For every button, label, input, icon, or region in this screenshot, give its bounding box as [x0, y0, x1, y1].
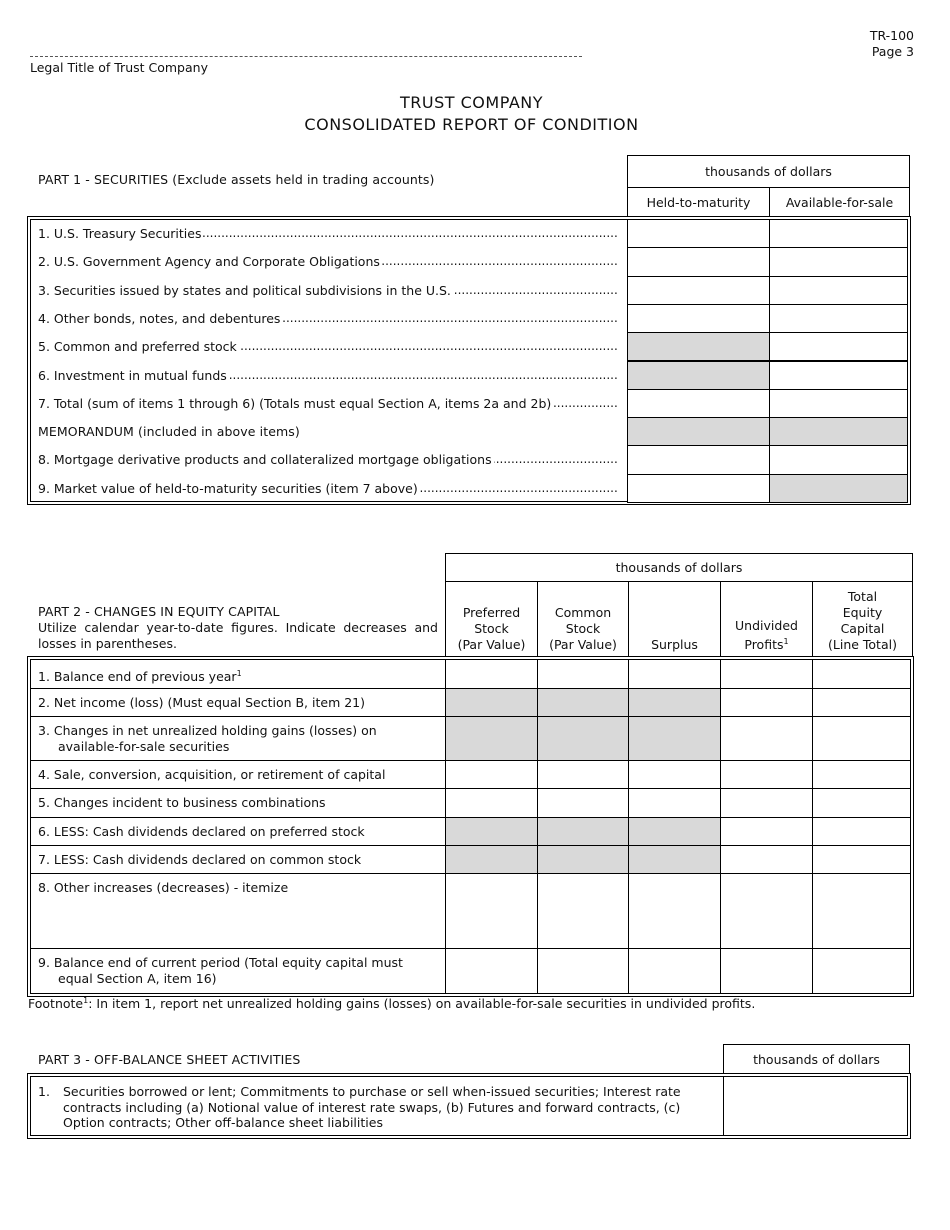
part2-col-common: Common Stock (Par Value): [549, 605, 617, 652]
part2-undivided-input[interactable]: [720, 688, 813, 717]
part2-total-input[interactable]: [812, 788, 911, 818]
part2-common-input[interactable]: [537, 659, 629, 689]
part1-row-label: 4. Other bonds, notes, and debentures .....: [38, 311, 618, 327]
part1-row-label: MEMORANDUM (included in above items): [38, 424, 300, 440]
page-title: TRUST COMPANY: [400, 93, 543, 112]
part2-undivided-input[interactable]: [720, 873, 813, 949]
part2-total-input[interactable]: [812, 659, 911, 689]
part2-title: PART 2 - CHANGES IN EQUITY CAPITAL: [38, 604, 280, 619]
part2-surplus-input: [628, 688, 721, 717]
part2-preferred-input[interactable]: [445, 760, 538, 789]
part2-row-label: 5. Changes incident to business combinations: [38, 795, 326, 810]
part1-row-label: 9. Market value of held-to-maturity securities (item 7 above) .....: [38, 481, 618, 497]
part2-col-undivided: Undivided Profits$^1$: [735, 617, 798, 652]
part1-afs-input[interactable]: [769, 247, 908, 276]
part2-footnote: Footnote$^1$: In item 1, report net unrealized holding gains (losses) on available-for-sale securities in undivided profits.: [28, 996, 756, 1012]
part2-row-divider: [30, 716, 445, 717]
part1-afs-input[interactable]: [769, 361, 908, 390]
part1-htm-input[interactable]: [627, 276, 770, 305]
part1-afs-input: [769, 417, 908, 446]
part1-afs-input[interactable]: [769, 389, 908, 418]
part1-afs-input[interactable]: [769, 332, 908, 361]
part1-row-label: 8. Mortgage derivative products and collateralized mortgage obligations .....: [38, 452, 618, 468]
part2-undivided-input[interactable]: [720, 845, 813, 874]
part2-undivided-input[interactable]: [720, 948, 813, 994]
part2-surplus-input: [628, 716, 721, 761]
part2-preferred-input[interactable]: [445, 948, 538, 994]
part2-common-input: [537, 688, 629, 717]
part2-row-label: 4. Sale, conversion, acquisition, or retirement of capital: [38, 767, 386, 782]
part2-col-total: Total Equity Capital (Line Total): [828, 589, 897, 652]
part2-common-input: [537, 845, 629, 874]
part2-total-input[interactable]: [812, 760, 911, 789]
part1-htm-input: [627, 417, 770, 446]
part1-row-label: 6. Investment in mutual funds .....: [38, 368, 618, 384]
part2-row-divider: [30, 948, 445, 949]
part2-undivided-input[interactable]: [720, 788, 813, 818]
part2-col-preferred: Preferred Stock (Par Value): [457, 605, 526, 652]
legal-title-label: Legal Title of Trust Company: [30, 60, 208, 75]
part3-title: PART 3 - OFF-BALANCE SHEET ACTIVITIES: [38, 1052, 301, 1067]
part2-preferred-input: [445, 716, 538, 761]
part2-common-input: [537, 817, 629, 846]
part2-undivided-input[interactable]: [720, 716, 813, 761]
part2-row-label: 6. LESS: Cash dividends declared on preferred stock: [38, 824, 365, 839]
part2-total-input[interactable]: [812, 688, 911, 717]
part2-preferred-input: [445, 817, 538, 846]
part1-row-label: 5. Common and preferred stock .....: [38, 339, 618, 355]
part1-afs-input[interactable]: [769, 304, 908, 333]
part2-common-input[interactable]: [537, 873, 629, 949]
part2-total-input[interactable]: [812, 948, 911, 994]
part2-row-divider: [30, 788, 445, 789]
part2-row-label: 2. Net income (loss) (Must equal Section B, item 21): [38, 695, 366, 710]
part2-row-divider: [30, 688, 445, 689]
part2-row-label: 1. Balance end of previous year$^1$: [38, 669, 242, 685]
part1-row-label: 1. U.S. Treasury Securities .....: [38, 226, 618, 242]
part2-undivided-input[interactable]: [720, 817, 813, 846]
part1-afs-input: [769, 474, 908, 503]
part1-afs-input[interactable]: [769, 445, 908, 474]
legal-title-line[interactable]: [30, 46, 582, 57]
part2-row-label: 3. Changes in net unrealized holding gains (losses) on available-for-sale securities: [38, 723, 377, 754]
part2-surplus-input[interactable]: [628, 873, 721, 949]
part1-htm-input[interactable]: [627, 219, 770, 248]
part2-total-input[interactable]: [812, 845, 911, 874]
part1-col-htm: Held-to-maturity: [646, 194, 751, 210]
part1-htm-input[interactable]: [627, 445, 770, 474]
part1-title: PART 1 - SECURITIES (Exclude assets held in trading accounts): [38, 172, 435, 187]
form-id: TR-100: [869, 28, 914, 43]
part1-htm-input: [627, 332, 770, 361]
part2-total-input[interactable]: [812, 873, 911, 949]
part1-htm-input: [627, 361, 770, 390]
part2-row-divider: [30, 760, 445, 761]
part2-surplus-input[interactable]: [628, 788, 721, 818]
part2-surplus-input[interactable]: [628, 659, 721, 689]
part2-common-input[interactable]: [537, 788, 629, 818]
part2-preferred-input[interactable]: [445, 873, 538, 949]
page-number: Page 3: [871, 44, 914, 59]
part2-surplus-input: [628, 845, 721, 874]
part2-preferred-input: [445, 688, 538, 717]
part2-surplus-input: [628, 817, 721, 846]
part1-afs-input[interactable]: [769, 219, 908, 248]
part3-units-text: thousands of dollars: [753, 1051, 880, 1067]
part1-col-afs: Available-for-sale: [785, 194, 894, 210]
part2-row-label: 9. Balance end of current period (Total equity capital must equal Section A, item 16): [38, 955, 403, 986]
part1-htm-input[interactable]: [627, 247, 770, 276]
part2-surplus-input[interactable]: [628, 948, 721, 994]
part2-row-divider: [30, 873, 445, 874]
part2-preferred-input[interactable]: [445, 788, 538, 818]
part2-preferred-input[interactable]: [445, 659, 538, 689]
part2-total-input[interactable]: [812, 716, 911, 761]
part2-common-input[interactable]: [537, 948, 629, 994]
page-subtitle: CONSOLIDATED REPORT OF CONDITION: [304, 115, 639, 134]
part2-row-divider: [30, 817, 445, 818]
part2-total-input[interactable]: [812, 817, 911, 846]
part2-common-input: [537, 716, 629, 761]
part1-htm-input[interactable]: [627, 474, 770, 503]
part3-value-input[interactable]: [724, 1077, 907, 1135]
part2-row-label: 8. Other increases (decreases) - itemize: [38, 880, 289, 895]
part1-row-label: 2. U.S. Government Agency and Corporate Obligations .....: [38, 254, 618, 270]
part2-units-text: thousands of dollars: [615, 560, 743, 575]
part2-subtitle: Utilize calendar year-to-date figures. Indicate decreases and losses in parentheses.: [38, 620, 438, 651]
part2-surplus-input[interactable]: [628, 760, 721, 789]
part1-row-label: 7. Total (sum of items 1 through 6) (Totals must equal Section A, items 2a and 2b) .....: [38, 396, 618, 412]
part1-afs-input[interactable]: [769, 276, 908, 305]
part2-preferred-input: [445, 845, 538, 874]
part2-col-surplus: Surplus: [651, 637, 698, 652]
part2-undivided-input[interactable]: [720, 659, 813, 689]
part1-htm-input[interactable]: [627, 304, 770, 333]
part1-units-text: thousands of dollars: [705, 164, 832, 179]
part2-row-divider: [30, 845, 445, 846]
part1-htm-input[interactable]: [627, 389, 770, 418]
part2-undivided-input[interactable]: [720, 760, 813, 789]
part3-item-number: 1.: [38, 1084, 50, 1099]
part1-row-label: 3. Securities issued by states and political subdivisions in the U.S. .....: [38, 283, 618, 299]
part2-common-input[interactable]: [537, 760, 629, 789]
part3-item-text: Securities borrowed or lent; Commitments to purchase or sell when-issued securities; Interest rate contracts including (a) Notional value of interest rate swaps, (b) Futures and forward contracts, (c) Option contracts; Other off-balance sheet liabilities: [63, 1084, 681, 1130]
part2-row-label: 7. LESS: Cash dividends declared on common stock: [38, 852, 362, 867]
